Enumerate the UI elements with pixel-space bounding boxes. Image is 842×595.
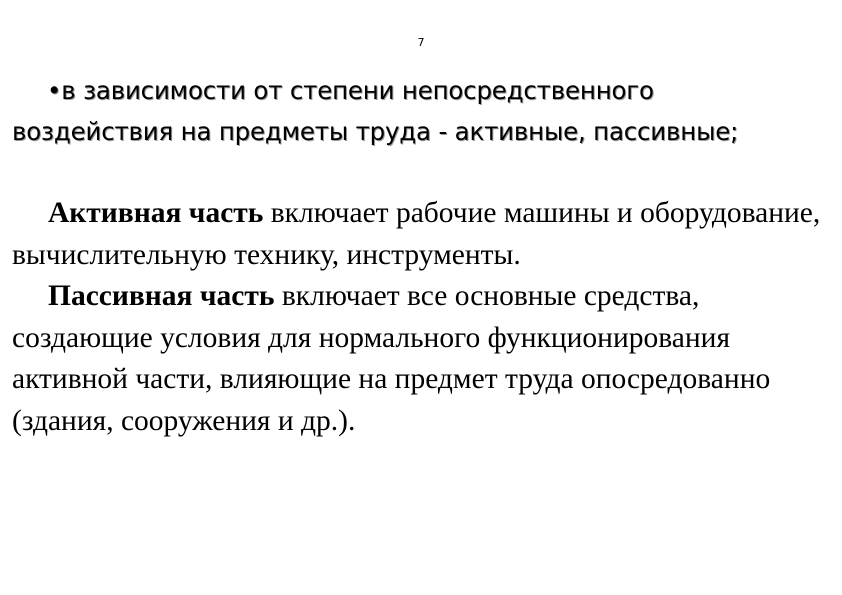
active-part-paragraph xyxy=(12,193,830,276)
page-number: 7 xyxy=(417,36,425,49)
body-text xyxy=(12,193,830,442)
passive-part-description: включает все основные средства, создающие условия для нормального функционирования активной части, влияющие на предмет труда опосредованно (здания, сооружения и др.). xyxy=(12,280,771,437)
passive-part-paragraph xyxy=(12,276,830,442)
active-part-term: Активная часть xyxy=(48,197,264,229)
active-part-description: включает рабочие машины и оборудование, вычислительную технику, инструменты. xyxy=(12,197,821,271)
bullet-text: •в зависимости от степени непосредственного воздействия на предметы труда - активные, пассивные; xyxy=(12,76,739,146)
passive-part-term: Пассивная часть xyxy=(48,280,275,312)
bullet-paragraph xyxy=(12,70,812,152)
